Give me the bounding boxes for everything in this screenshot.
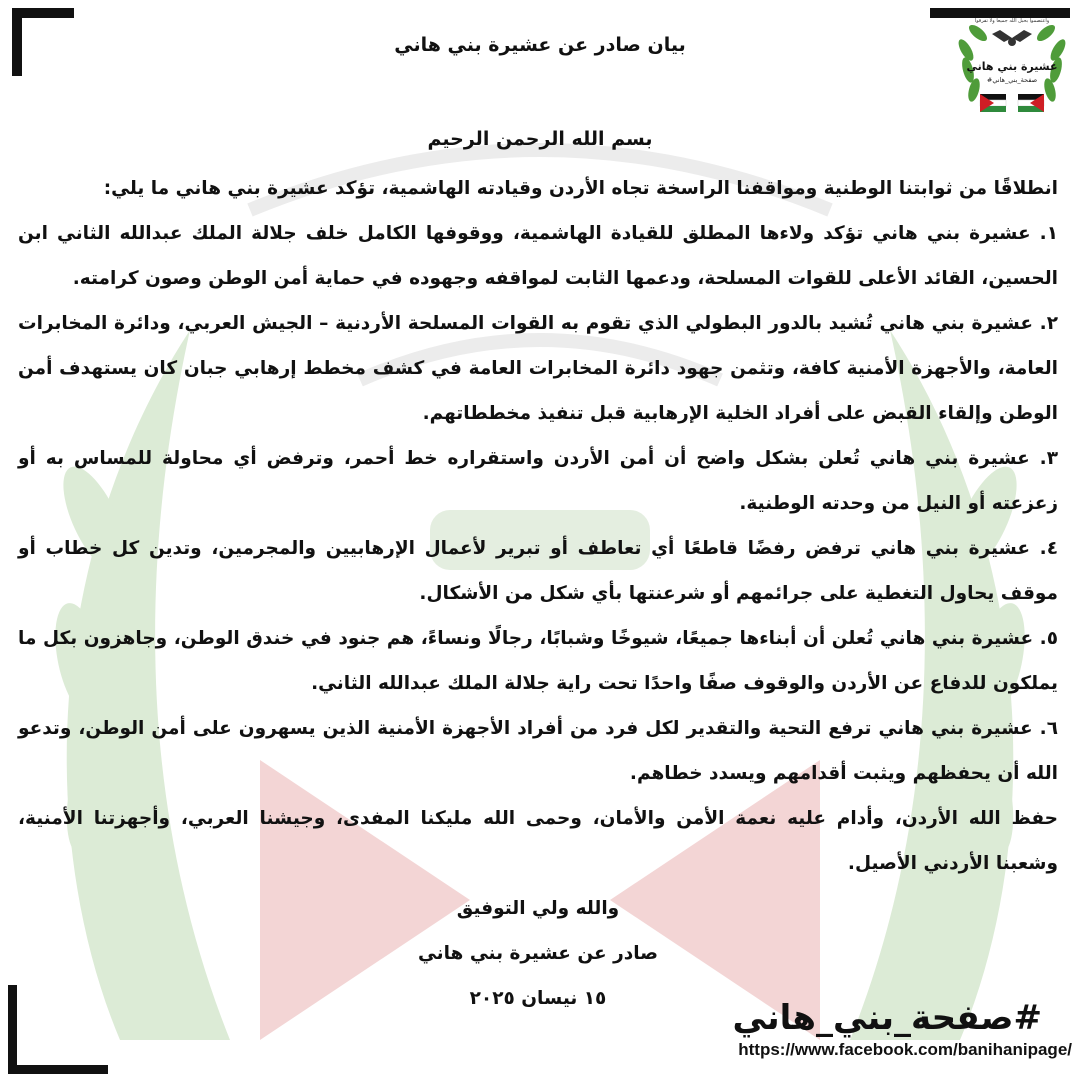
- logo-arc-text: واعتصموا بحبل الله جميعاً ولا تفرقوا: [974, 18, 1050, 24]
- eagle-icon: [992, 30, 1032, 46]
- statement-signature: صادر عن عشيرة بني هاني: [417, 943, 659, 964]
- jordan-flag-left-icon: [980, 94, 1006, 112]
- basmala: بسم الله الرحمن الرحيم: [427, 128, 653, 150]
- statement-point-3: ٣. عشيرة بني هاني تُعلن بشكل واضح أن أمن الأردن واستقراره خط أحمر، وترفض أي محاولة للمساس به أو زعزعته أو النيل من وحدته الوطنية.: [18, 448, 1058, 514]
- facebook-page-url[interactable]: https://www.facebook.com/banihanipage/: [738, 1040, 1072, 1059]
- statement-point-6: ٦. عشيرة بني هاني ترفع التحية والتقدير لكل فرد من أفراد الأجهزة الأمنية الذين يسهرون على أمن الوطن، وتدعو الله أن يحفظهم ويثبت أقدامهم ويسدد خطاهم.: [18, 718, 1058, 784]
- clan-logo: [952, 8, 1072, 133]
- statement-point-1: ١. عشيرة بني هاني تؤكد ولاءها المطلق للقيادة الهاشمية، ووقوفها الكامل خلف جلالة الملك عبدالله الثاني ابن الحسين، القائد الأعلى للقوات المسلحة، ودعمها الثابت لمواقفه وجهوده في حماية أمن الوطن وصون كرامته.: [18, 223, 1058, 289]
- statement-point-5: ٥. عشيرة بني هاني تُعلن أن أبناءها جميعًا، شيوخًا وشبابًا، رجالًا ونساءً، هم جنود في خندق الوطن، وجاهزون بكل ما يملكون للدفاع عن الأردن والوقوف صفًا واحدًا تحت راية جلالة الملك عبدالله الثاني.: [18, 628, 1058, 694]
- frame-corner-bottom-left: [8, 1065, 108, 1074]
- frame-corner-bottom-left-vertical: [8, 985, 17, 1074]
- logo-subtitle: #صفحة_بني_هاني: [986, 76, 1038, 84]
- statement-intro: انطلاقًا من ثوابتنا الوطنية ومواقفنا الراسخة تجاه الأردن وقيادته الهاشمية، تؤكد عشيرة بني هاني ما يلي:: [103, 178, 1058, 199]
- statement-prayer: والله ولي التوفيق: [456, 898, 620, 919]
- statement-point-2: ٢. عشيرة بني هاني تُشيد بالدور البطولي الذي تقوم به القوات المسلحة الأردنية – الجيش العربي، ودائرة المخابرات العامة، والأجهزة الأمنية كافة، وتثمن جهود دائرة المخابرات العامة في كشف مخطط إرهابي جبان كان يستهدف أمن الوطن وإلقاء القبض على أفراد الخلية الإرهابية قبل تنفيذ مخططاتهم.: [18, 313, 1058, 424]
- logo-name: عشيرة بني هاني: [966, 60, 1058, 73]
- statement-point-4: ٤. عشيرة بني هاني ترفض رفضًا قاطعًا أي تعاطف أو تبرير لأعمال الإرهابيين والمجرمين، وتدين كل خطاب أو موقف يحاول التغطية على جرائمهم أو شرعنتها بأي شكل من الأشكال.: [18, 538, 1058, 604]
- frame-corner-top-left-vertical: [12, 8, 22, 76]
- statement-closing: حفظ الله الأردن، وأدام عليه نعمة الأمن والأمان، وحمى الله مليكنا المفدى، وجيشنا العربي، وأجهزتنا الأمنية، وشعبنا الأردني الأصيل.: [18, 808, 1058, 874]
- page-hashtag: #صفحة_بني_هاني: [732, 998, 1042, 1038]
- statement-body: [18, 166, 1058, 1021]
- statement-title: بيان صادر عن عشيرة بني هاني: [394, 34, 686, 56]
- jordan-flag-right-icon: [1018, 94, 1044, 112]
- statement-document: [8, 0, 1072, 1080]
- statement-date: ١٥ نيسان ٢٠٢٥: [469, 988, 607, 1009]
